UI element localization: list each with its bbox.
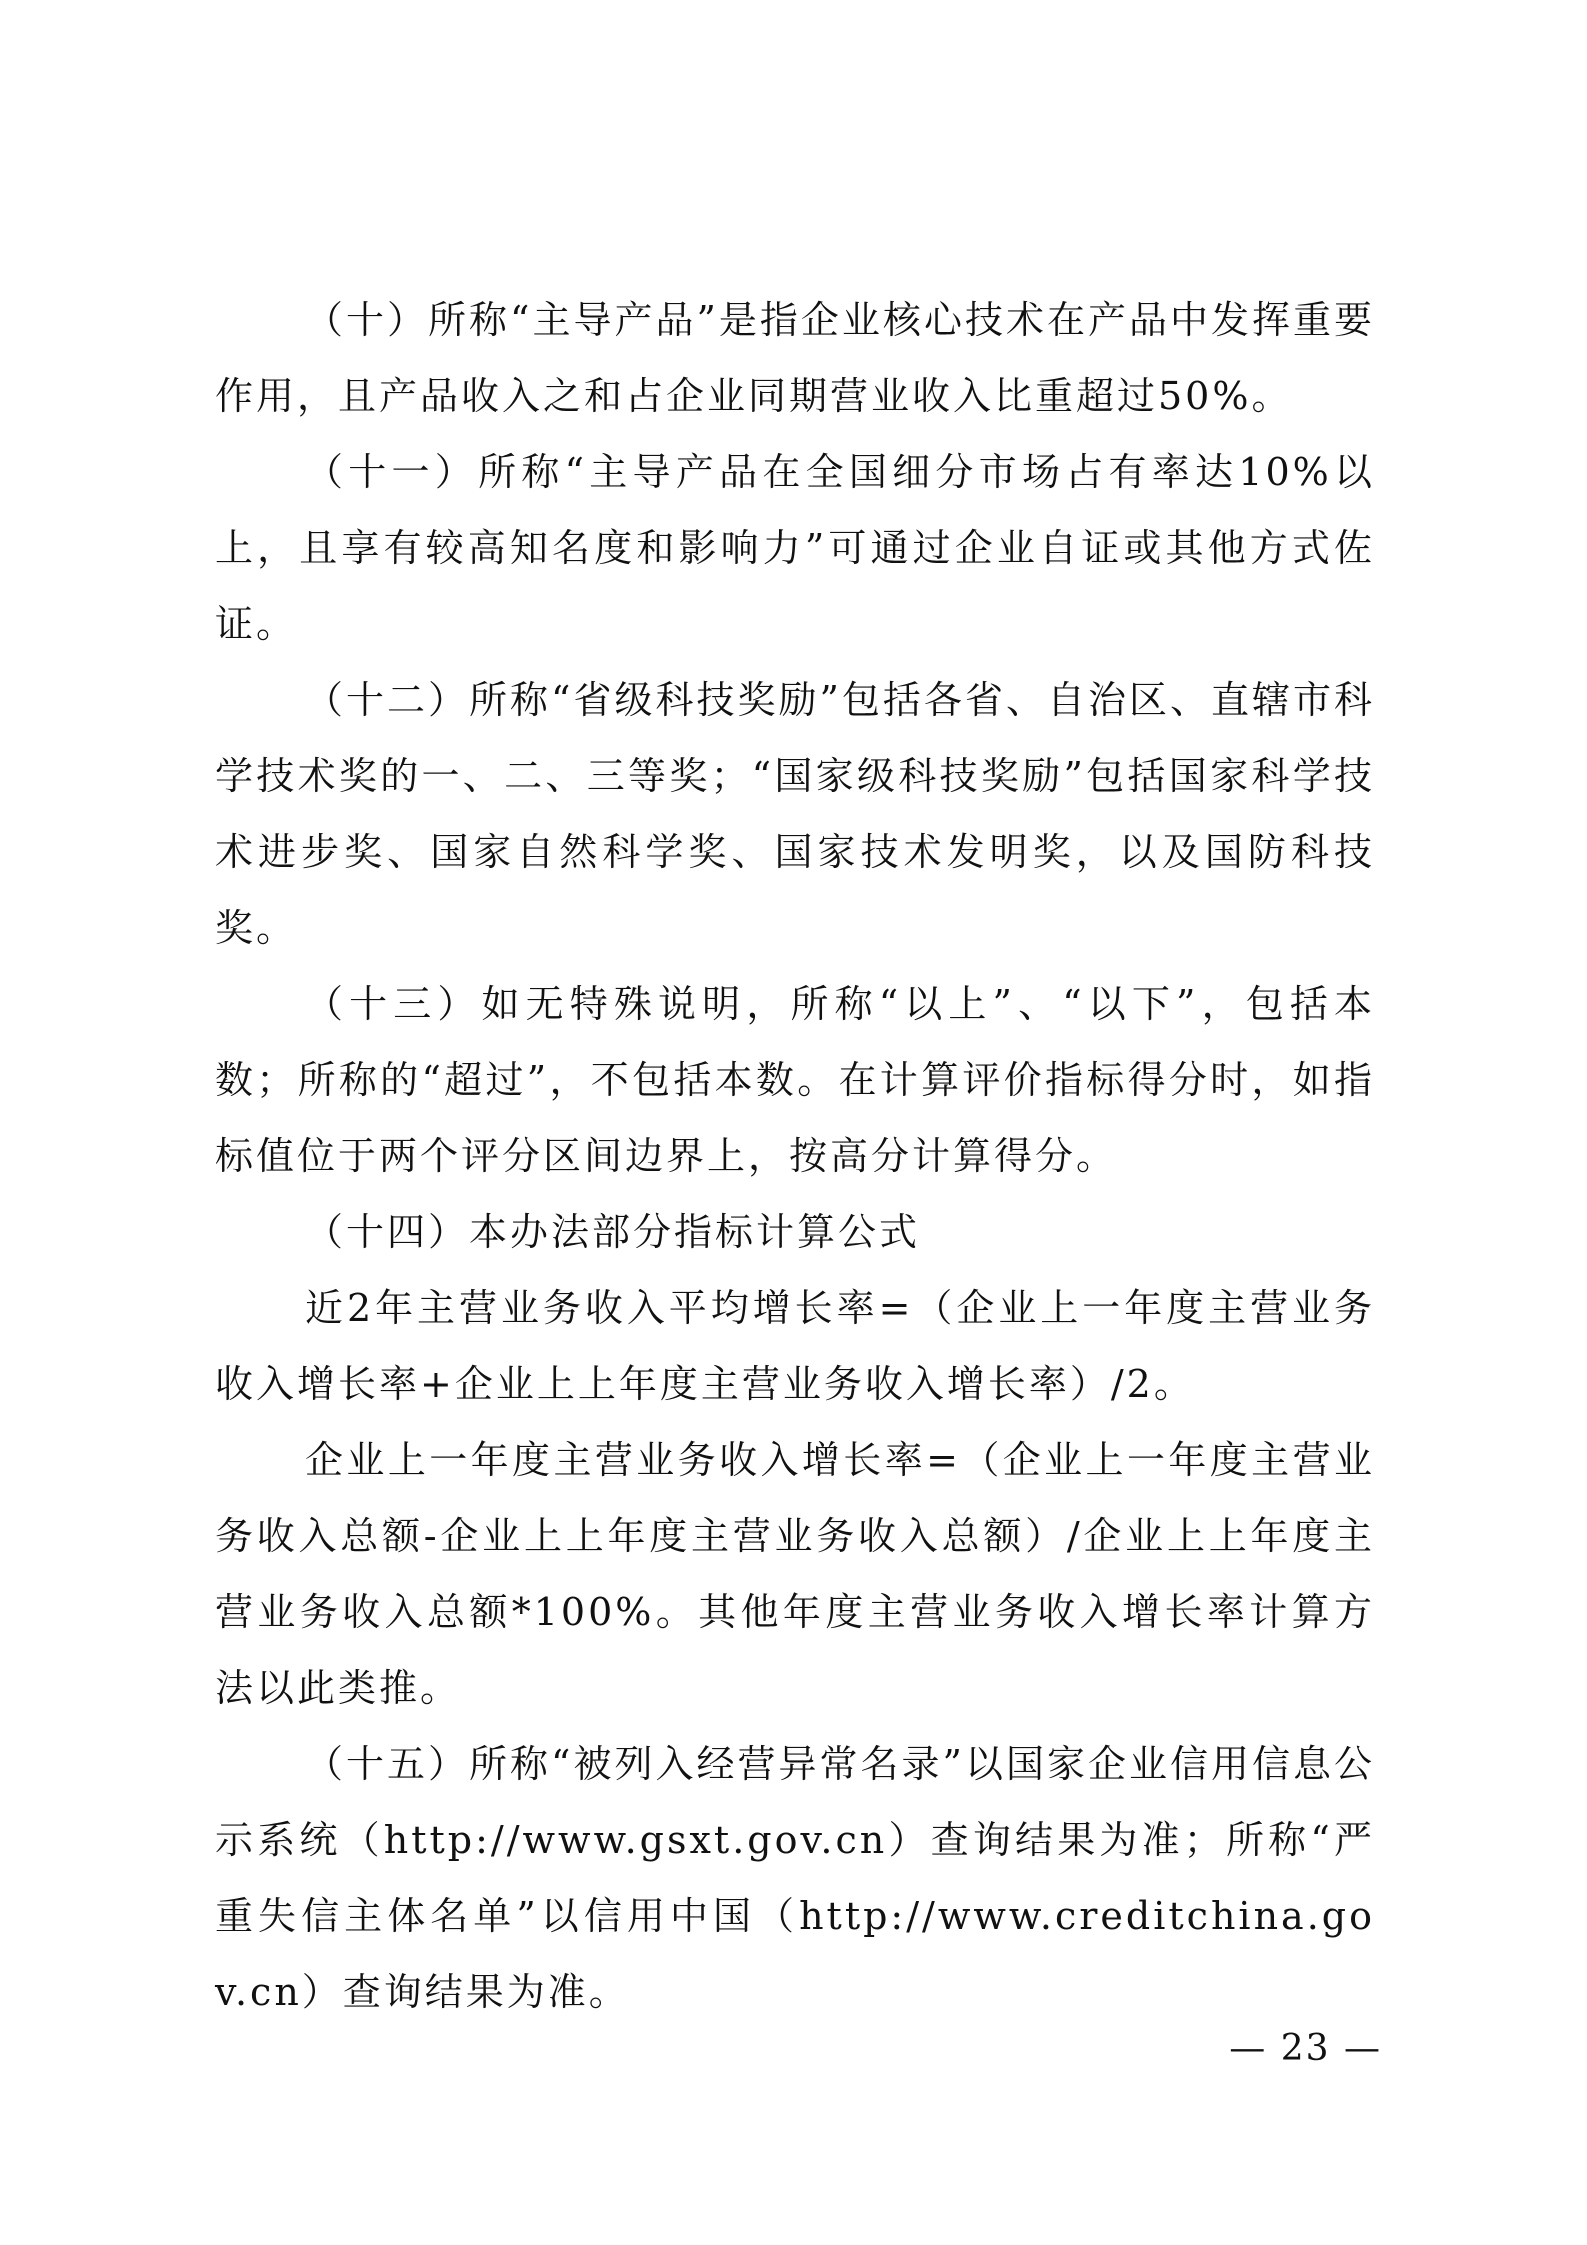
paragraph-12: （十二）所称“省级科技奖励”包括各省、自治区、直辖市科学技术奖的一、二、三等奖；“国家级科技奖励”包括国家科学技术进步奖、国家自然科学奖、国家技术发明奖，以及国防科技奖。 <box>215 678 1375 950</box>
page-number: — 23 — <box>1229 2028 1382 2069</box>
paragraph-14-heading: （十四）本办法部分指标计算公式 <box>305 1210 921 1254</box>
document-body <box>215 282 1375 2030</box>
formula-annual-growth-rate: 企业上一年度主营业务收入增长率=（企业上一年度主营业务收入总额-企业上上年度主营业务收入总额）/企业上上年度主营业务收入总额*100%。其他年度主营业务收入增长率计算方法以此类推。 <box>215 1438 1375 1710</box>
paragraph-11: （十一）所称“主导产品在全国细分市场占有率达10%以上，且享有较高知名度和影响力”可通过企业自证或其他方式佐证。 <box>215 450 1375 646</box>
paragraph-15: （十五）所称“被列入经营异常名录”以国家企业信用信息公示系统（http://www.gsxt.gov.cn）查询结果为准；所称“严重失信主体名单”以信用中国（http://www.creditchina.gov.cn）查询结果为准。 <box>215 1742 1375 2014</box>
paragraph-13: （十三）如无特殊说明，所称“以上”、“以下”，包括本数；所称的“超过”，不包括本数。在计算评价指标得分时，如指标值位于两个评分区间边界上，按高分计算得分。 <box>215 982 1375 1178</box>
paragraph-10: （十）所称“主导产品”是指企业核心技术在产品中发挥重要作用，且产品收入之和占企业同期营业收入比重超过50%。 <box>215 298 1375 418</box>
formula-growth-rate-2yr: 近2年主营业务收入平均增长率=（企业上一年度主营业务收入增长率+企业上上年度主营业务收入增长率）/2。 <box>215 1286 1375 1406</box>
